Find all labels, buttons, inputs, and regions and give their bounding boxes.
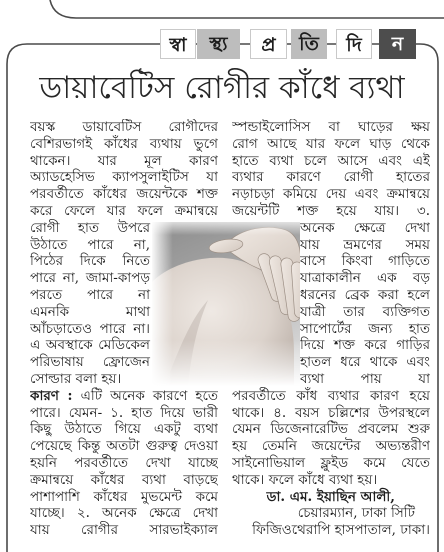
text-line: বাসে কিংবা গাড়িতে	[300, 253, 430, 270]
section-header-tile: স্বা	[160, 29, 196, 59]
text-line: পাশাপাশি কাঁধের মুভমেন্ট কমে	[30, 488, 218, 505]
text-line: সোল্ডার বলা হয়।	[30, 370, 122, 387]
text-line: নড়াচড়া কমিয়ে দেয় এবং ক্রমান্বয়ে	[232, 186, 430, 203]
text-line: বয়স্ক ডায়াবেটিস রোগীদের	[30, 119, 218, 135]
previous-article-frame-edge	[50, 0, 444, 18]
text-line: সাপোর্টের জন্য হাত	[300, 320, 430, 337]
text-line: সাইনোভিয়াল ফ্লুইড কমে যেতে	[232, 454, 430, 471]
text-line: যেমন ডিজেনারেটিভ প্রবলেম শুরু	[232, 421, 430, 438]
section-header-tile: তি	[291, 29, 327, 59]
text-line: জয়েন্টটি শক্ত হয়ে যায়। ৩.	[232, 202, 430, 219]
text-line: পরবর্তীতে কাঁধের জয়েন্টকে শক্ত	[30, 186, 218, 203]
author-designation: চেয়ারম্যান, ঢাকা সিটি	[297, 505, 415, 522]
text-line: যাত্রাকালীন এক বড়	[300, 270, 430, 287]
text-line: পিঠের দিকে নিতে	[30, 253, 150, 270]
text-line: আঁচড়াতেও পারে না।	[30, 320, 150, 337]
author-organization: ফিজিওথেরাপি হাসপাতাল, ঢাকা।	[252, 522, 430, 539]
section-header-tile: ন	[379, 29, 416, 59]
text-line: এ অবস্থাকে মেডিকেল	[30, 337, 150, 354]
text-line: ক্রমান্বয়ে কাঁধের ব্যথা বাড়ছে	[30, 471, 218, 488]
text-line: যায় রোগীর সারভাইক্যাল	[30, 522, 218, 539]
author-name: ডা. এম. ইয়াছিন আলী,	[266, 488, 395, 505]
text-line: হয় তেমনি জয়েন্টের অভ্যন্তরীণ	[232, 438, 430, 455]
article-headline: ডায়াবেটিস রোগীর কাঁধে ব্যথা	[39, 70, 405, 106]
shoulder-photo-image	[152, 222, 300, 386]
text-line: করে ফেলে যার ফলে ক্রমান্বয়ে	[30, 202, 218, 219]
text-line: হাতল ধরে থাকে এবং	[300, 354, 430, 371]
text-line: ব্যথার কারণে রোগী হাতের	[232, 169, 430, 186]
text-line: থাকে। ফলে কাঁধে ব্যথা হয়।	[232, 471, 378, 488]
photo-fade	[152, 222, 300, 386]
text-line: পারে। যেমন- ১. হাত দিয়ে ভারী	[30, 404, 218, 421]
text-line: পরবর্তীতে কাঁধ ব্যথার কারণ হয়ে	[232, 387, 430, 404]
cause-label: কারণ :	[30, 387, 73, 404]
text-line: যাচ্ছে। ২. অনেক ক্ষেত্রে দেখা	[30, 505, 218, 522]
text-line: পেয়েছে কিন্তু অতটা গুরুত্ব দেওয়া	[30, 438, 218, 455]
text-line: হাতে ব্যথা চলে আসে এবং এই	[232, 152, 430, 169]
text-line: হয়নি পরবর্তীতে দেখা যাচ্ছে	[30, 454, 218, 471]
text-line	[30, 388, 218, 405]
section-header	[160, 29, 416, 59]
text-line: অনেক ক্ষেত্রে দেখা	[300, 219, 430, 236]
section-header-tile: প্র	[250, 29, 287, 59]
text-line: যায় ভ্রমণের সময়	[300, 236, 430, 253]
text-line-rest: এটি অনেক কারণে হতে	[80, 387, 218, 404]
text-line: দিয়ে শক্ত করে গাড়ির	[300, 337, 430, 354]
text-line: অ্যাডহেসিভ ক্যাপসুলাইটিস যা	[30, 169, 218, 186]
text-line: থাকেন। যার মূল কারণ	[30, 152, 218, 169]
text-line: রোগ আছে যার ফলে ঘাড় থেকে	[232, 135, 430, 152]
text-line: পরতে পারে না	[30, 286, 150, 303]
text-line: এমনকি মাথা	[30, 303, 150, 320]
text-line: থাকে। ৪. বয়স চল্লিশের উপরস্থলে	[232, 404, 430, 421]
text-line: ধরনের ব্রেক করা হলে	[300, 286, 430, 303]
text-line: স্পন্ডাইলোসিস বা ঘাড়ের ক্ষয়	[232, 119, 430, 135]
text-line: রোগী হাত উপরে	[30, 219, 150, 236]
text-line: কিছু উঠাতে গিয়ে একটু ব্যথা	[30, 421, 218, 438]
section-header-tile: স্থ্য	[197, 29, 240, 59]
text-line: যাত্রী তার ব্যক্তিগত	[300, 303, 430, 320]
shoulder-photo	[152, 222, 300, 386]
text-line: উঠাতে পারে না,	[30, 236, 150, 253]
section-header-tile: দি	[336, 29, 372, 59]
text-line: পারে না, জামা-কাপড়	[30, 270, 150, 287]
text-line: পরিভাষায় ফ্রোজেন	[30, 354, 150, 371]
text-line: বেশিরভাগই কাঁধের ব্যথায় ভুগে	[30, 135, 218, 152]
text-line: ব্যথা পায় যা	[300, 370, 430, 387]
